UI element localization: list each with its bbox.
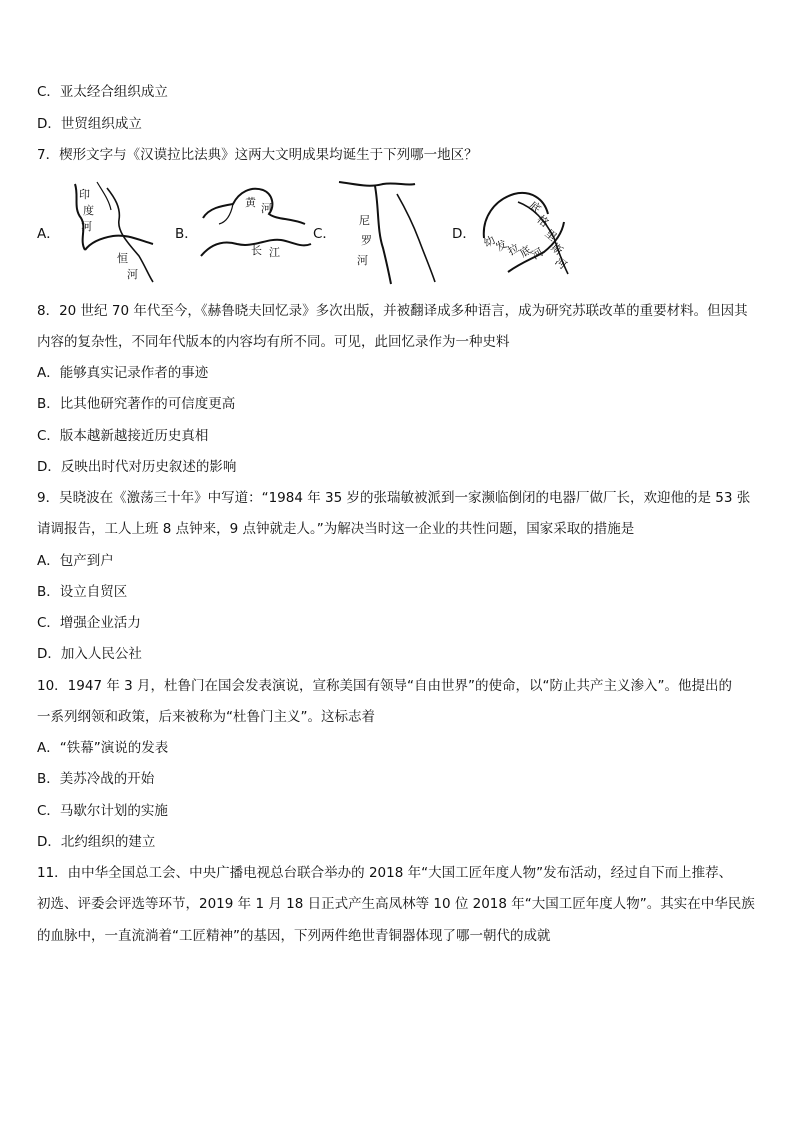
map-c-label-3: 河 — [357, 254, 368, 267]
map-b-label-4: 江 — [269, 246, 280, 259]
map-b-label-1: 黄 — [245, 196, 256, 209]
map-a-label-1: 印 — [79, 188, 90, 201]
option-d-q9: D．加入人民公社 — [37, 646, 142, 662]
map-d-label-7: 格 — [534, 212, 552, 230]
question-7-map-options — [37, 178, 577, 286]
map-d-label-5: 河 — [529, 245, 546, 263]
map-option-b[interactable] — [175, 178, 320, 286]
map-euphrates-tigris — [474, 178, 576, 286]
option-a-q10: A．“铁幕”演说的发表 — [37, 740, 169, 756]
map-d-label-8: 里 — [542, 226, 560, 244]
map-d-label-10: 河 — [552, 254, 570, 272]
map-d-label-2: 发 — [493, 237, 510, 255]
option-d-q6: D．世贸组织成立 — [37, 116, 142, 132]
question-7: 7．楔形文字与《汉谟拉比法典》这两大文明成果均诞生于下列哪一地区？ — [37, 147, 478, 163]
option-c-q9: C．增强企业活力 — [37, 615, 141, 631]
option-b-q8: B．比其他研究著作的可信度更高 — [37, 396, 236, 412]
map-option-d-letter: D． — [452, 226, 476, 242]
map-d-label-3: 拉 — [505, 241, 522, 259]
map-indus-ganges — [57, 178, 162, 286]
map-c-label-2: 罗 — [361, 234, 372, 247]
question-8-line-1: 8．20 世纪 70 年代至今，《赫鲁晓夫回忆录》多次出版，并被翻译成多种语言，成为研究苏联改革的重要材料。但因其 — [37, 303, 748, 319]
map-option-a[interactable] — [37, 178, 167, 286]
question-10-line-2: 一系列纲领和政策，后来被称为“杜鲁门主义”。这标志着 — [37, 709, 375, 725]
question-10-line-1: 10．1947 年 3 月，杜鲁门在国会发表演说，宣称美国有领导“自由世界”的使命，以“防止共产主义渗入”。他提出的 — [37, 678, 732, 694]
option-a-q9: A．包产到户 — [37, 553, 114, 569]
map-d-label-6: 底 — [526, 198, 544, 216]
question-11-line-1: 11．由中华全国总工会、中央广播电视总台联合举办的 2018 年“大国工匠年度人物”发布活动，经过自下而上推荐、 — [37, 865, 733, 881]
option-b-q10: B．美苏冷战的开始 — [37, 771, 155, 787]
map-c-label-1: 尼 — [359, 214, 370, 227]
map-d-label-4: 底 — [517, 243, 534, 261]
map-yellow-yangtze — [197, 178, 317, 286]
option-c-q10: C．马歇尔计划的实施 — [37, 803, 168, 819]
question-11-line-2: 初选、评委会评选等环节，2019 年 1 月 18 日正式产生高凤林等 10 位 2018 年“大国工匠年度人物”。其实在中华民族 — [37, 896, 755, 912]
option-d-q10: D．北约组织的建立 — [37, 834, 156, 850]
map-b-label-2: 河 — [261, 202, 272, 215]
map-b-label-3: 长 — [251, 244, 262, 257]
question-9-line-1: 9．吴晓波在《激荡三十年》中写道：“1984 年 35 岁的张瑞敏被派到一家濒临倒闭的电器厂做厂长，欢迎他的是 53 张 — [37, 490, 751, 506]
map-option-c[interactable] — [313, 178, 448, 286]
question-9-line-2: 请调报告，工人上班 8 点钟来，9 点钟就走人。”为解决当时这一企业的共性问题，国家采取的措施是 — [37, 521, 635, 537]
option-c-q8: C．版本越新越接近历史真相 — [37, 428, 209, 444]
question-11-line-3: 的血脉中，一直流淌着“工匠精神”的基因，下列两件绝世青铜器体现了哪一朝代的成就 — [37, 928, 551, 944]
map-option-a-letter: A． — [37, 226, 60, 242]
map-a-label-5: 河 — [127, 268, 138, 281]
map-d-label-1: 幼 — [481, 233, 498, 251]
map-a-label-2: 度 — [83, 204, 94, 217]
option-c-q6: C．亚太经合组织成立 — [37, 84, 168, 100]
map-nile — [335, 178, 445, 286]
map-d-label-9: 斯 — [548, 240, 566, 258]
option-b-q9: B．设立自贸区 — [37, 584, 128, 600]
map-option-d[interactable] — [452, 178, 577, 286]
map-a-label-4: 恒 — [117, 252, 128, 265]
map-a-label-3: 河 — [81, 220, 92, 233]
option-a-q8: A．能够真实记录作者的事迹 — [37, 365, 209, 381]
map-option-b-letter: B． — [175, 226, 198, 242]
question-8-line-2: 内容的复杂性，不同年代版本的内容均有所不同。可见，此回忆录作为一种史料 — [37, 334, 510, 350]
option-d-q8: D．反映出时代对历史叙述的影响 — [37, 459, 237, 475]
map-option-c-letter: C． — [313, 226, 336, 242]
